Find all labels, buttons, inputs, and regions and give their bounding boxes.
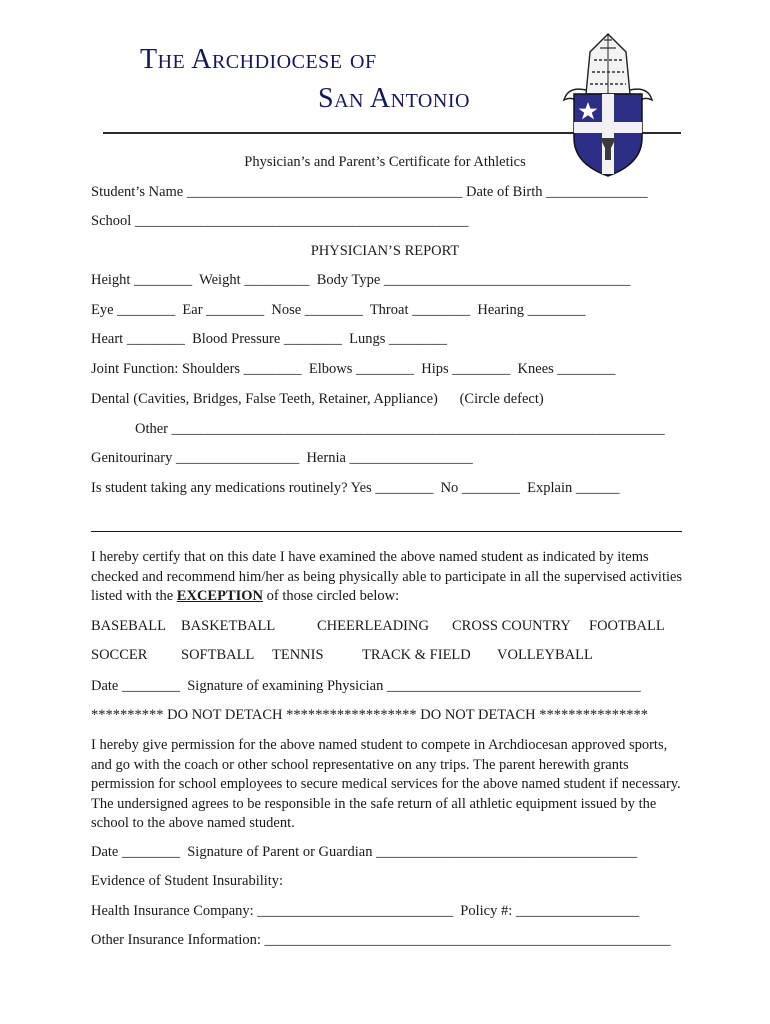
sport-cheerleading: CHEERLEADING — [317, 618, 429, 634]
exception-word: EXCEPTION — [176, 588, 264, 604]
height-weight-row: Height ________ Weight _________ Body Type __________________________________ — [91, 272, 631, 288]
eye-ear-row: Eye ________ Ear ________ Nose ________ Throat ________ Hearing ________ — [91, 302, 586, 318]
sport-track-field: TRACK & FIELD — [362, 647, 471, 663]
sport-volleyball: VOLLEYBALL — [497, 647, 593, 663]
heart-row: Heart ________ Blood Pressure ________ Lungs ________ — [91, 331, 448, 347]
form-title: Physician’s and Parent’s Certificate for Athletics — [244, 154, 526, 170]
detach-line: ********** DO NOT DETACH ****************** DO NOT DETACH *************** — [91, 707, 648, 723]
medications-row: Is student taking any medications routinely? Yes ________ No ________ Explain ______ — [91, 480, 620, 496]
sport-baseball: BASEBALL — [91, 618, 166, 634]
school-row: School ______________________________________________ — [91, 213, 469, 229]
physician-signature-row: Date ________ Signature of examining Physician ___________________________________ — [91, 678, 641, 694]
sport-cross-country: CROSS COUNTRY — [452, 618, 571, 634]
joint-function-row: Joint Function: Shoulders ________ Elbows ________ Hips ________ Knees ________ — [91, 361, 616, 377]
blank-answer-rule — [91, 531, 682, 532]
header-title-line2: San Antonio — [318, 83, 470, 114]
header-title-line1: The Archdiocese of — [140, 44, 377, 75]
sport-basketball: BASKETBALL — [181, 618, 276, 634]
other-insurance-row: Other Insurance Information: ________________________________________________________ — [91, 932, 671, 948]
other-row: Other ____________________________________________________________________ — [135, 421, 665, 437]
dental-row: Dental (Cavities, Bridges, False Teeth, Retainer, Appliance) (Circle defect) — [91, 391, 544, 407]
permission-paragraph: I hereby give permission for the above named student to compete in Archdiocesan approved sports, and go with the coach or other school representative on any trips. The parent herewith grants permission for school employees to secure medical services for the above named student if necessary. The undersigned agrees to be responsible in the safe return of all athletic equipment issued by the school to the above named student. — [91, 737, 681, 831]
student-name-row: Student’s Name ______________________________________ Date of Birth ______________ — [91, 184, 648, 200]
certification-paragraph: I hereby certify that on this date I have examined the above named student as indicated by items checked and recommend him/her as being physically able to participate in all the supervised activities listed with the EXCEPTION of those circled below: — [91, 549, 683, 604]
sport-soccer: SOCCER — [91, 647, 148, 663]
parent-signature-row: Date ________ Signature of Parent or Guardian ____________________________________ — [91, 844, 638, 860]
sport-tennis: TENNIS — [272, 647, 324, 663]
genitourinary-row: Genitourinary _________________ Hernia _________________ — [91, 450, 473, 466]
health-insurance-row: Health Insurance Company: ___________________________ Policy #: _________________ — [91, 903, 640, 919]
evidence-heading: Evidence of Student Insurability: — [91, 873, 284, 889]
physician-report-heading: PHYSICIAN’S REPORT — [310, 243, 460, 259]
sport-football: FOOTBALL — [589, 618, 665, 634]
sport-softball: SOFTBALL — [181, 647, 255, 663]
